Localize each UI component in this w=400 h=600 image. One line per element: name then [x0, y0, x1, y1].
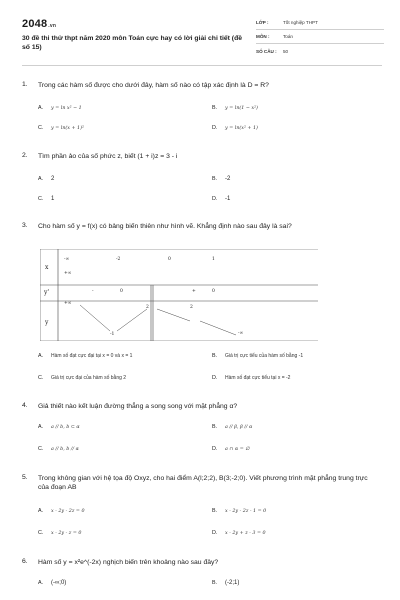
meta-row-count — [256, 44, 384, 58]
option-text: a // b, b // α — [51, 447, 79, 452]
option-text: 1 — [51, 196, 55, 202]
option-text: Hàm số đạt cực đại tại x = 0 và x = 1 — [51, 353, 133, 359]
option-label: A. — [38, 580, 44, 586]
option-a[interactable] — [38, 580, 66, 586]
option-d[interactable] — [212, 196, 230, 202]
option-label: A. — [38, 424, 44, 430]
option-label: D. — [212, 375, 218, 381]
x-value: +∞ — [64, 271, 72, 276]
option-label: C. — [38, 196, 44, 202]
option-text: a // b, b ⊂ α — [51, 425, 80, 430]
question-number: 5. — [22, 474, 28, 481]
option-label: A. — [38, 176, 44, 182]
question-3 — [22, 222, 382, 242]
yprime-value: + — [192, 289, 196, 294]
option-text: 2 — [51, 176, 55, 182]
option-c[interactable] — [38, 446, 79, 452]
yprime-value: 0 — [212, 289, 215, 294]
option-c[interactable] — [38, 125, 84, 131]
option-b[interactable] — [212, 105, 258, 111]
option-b[interactable] — [212, 424, 252, 430]
option-text: a // β, β // α — [225, 425, 253, 430]
question-text: Trong các hàm số được cho dưới đây, hàm số nào có tập xác định là D = R? — [38, 82, 269, 89]
option-label: B. — [212, 353, 218, 359]
question-text: Hàm số y = x²e^(-2x) nghịch biến trên khoảng nào sau đây? — [38, 559, 219, 566]
site-logo[interactable] — [22, 18, 56, 30]
yprime-value: +∞ — [64, 301, 72, 306]
question-number: 4. — [22, 402, 28, 409]
x-value: -2 — [116, 257, 121, 262]
meta-key: SỐ CÂU : — [256, 48, 277, 54]
question-text: Trong không gian với hệ tọa độ Oxyz, cho hai điểm A(l;2;2), B(3;-2;0). Viết phương trình mặt phẳng trung trực của đoạn AB — [38, 475, 368, 491]
option-label: C. — [38, 446, 44, 452]
option-label: C. — [38, 375, 44, 381]
y-value: 2 — [190, 305, 193, 310]
option-label: D. — [212, 196, 218, 202]
option-label: B. — [212, 580, 218, 586]
option-label: A. — [38, 353, 44, 359]
question-2 — [22, 152, 382, 204]
option-a[interactable] — [38, 508, 85, 514]
header-divider — [22, 65, 382, 66]
question-6 — [22, 558, 382, 594]
question-4 — [22, 402, 382, 460]
option-label: C. — [38, 125, 44, 131]
option-text: Giá trị cực tiểu của hàm số bằng -1 — [225, 353, 304, 359]
decrease-arrow-2 — [200, 321, 236, 335]
option-label: B. — [212, 105, 218, 111]
option-label: D. — [212, 446, 218, 452]
question-number: 3. — [22, 222, 28, 229]
yprime-value: - — [92, 289, 94, 294]
option-text: -2 — [225, 176, 231, 182]
logo-suffix: .vn — [48, 23, 57, 29]
meta-row-subject — [256, 30, 384, 44]
option-text: y = ln x² − 1 — [51, 106, 82, 111]
option-text: (-∞;0) — [51, 580, 67, 586]
option-label: B. — [212, 424, 218, 430]
row-label-x: x — [45, 264, 49, 271]
x-value: 0 — [168, 257, 171, 262]
option-text: x - 2y + z - 3 = 0 — [225, 531, 266, 536]
option-d[interactable] — [212, 530, 266, 536]
document-meta — [256, 16, 384, 58]
question-5 — [22, 474, 382, 540]
option-d[interactable] — [212, 375, 290, 381]
option-a[interactable] — [38, 424, 80, 430]
y-value: -1 — [110, 332, 115, 337]
option-c[interactable] — [38, 196, 54, 202]
option-label: D. — [212, 530, 218, 536]
question-number: 1. — [22, 81, 28, 88]
question-number: 6. — [22, 558, 28, 565]
option-label: A. — [38, 105, 44, 111]
option-text: y = ln(x² + 1) — [225, 126, 258, 131]
option-text: x - 2y - 2z = 0 — [51, 509, 85, 514]
question-3-options — [22, 353, 382, 385]
increase-arrow-1 — [117, 309, 147, 331]
option-text: x - 2y - 2z - 1 = 0 — [225, 509, 267, 514]
option-label: B. — [212, 508, 218, 514]
option-text: x - 2y - z = 0 — [51, 531, 82, 536]
variation-table — [40, 249, 318, 341]
meta-value: 50 — [283, 48, 289, 54]
variation-table-grid — [40, 249, 318, 341]
option-b[interactable] — [212, 353, 303, 359]
y-value: -∞ — [238, 331, 244, 336]
option-text: (-2;1) — [225, 580, 240, 586]
option-text: Giá trị cực đại của hàm số bằng 2 — [51, 375, 127, 381]
row-label-y: y — [45, 319, 49, 326]
option-label: A. — [38, 508, 44, 514]
yprime-value: 0 — [120, 289, 123, 294]
x-value: -∞ — [64, 257, 70, 262]
option-c[interactable] — [38, 375, 126, 381]
logo-main: 2048 — [22, 18, 48, 30]
row-label-yprime: y' — [44, 289, 50, 296]
option-label: B. — [212, 176, 218, 182]
question-text: Tìm phần ảo của số phức z, biết (1 + i)z = 3 - i — [38, 153, 178, 160]
option-text: y = ln(x + 1)² — [51, 126, 84, 131]
question-text: Cho hàm số y = f(x) có bảng biến thiên như hình vẽ. Khẳng định nào sau đây là sai? — [38, 223, 292, 230]
option-c[interactable] — [38, 530, 81, 536]
option-text: y = ln(1 − x²) — [225, 106, 258, 111]
x-value: 1 — [212, 257, 215, 262]
increase-arrow-2 — [157, 309, 190, 321]
option-a[interactable] — [38, 176, 54, 182]
option-b[interactable] — [212, 580, 239, 586]
option-text: a ∩ α = ∅ — [225, 447, 250, 452]
question-1 — [22, 81, 382, 137]
option-b[interactable] — [212, 176, 230, 182]
document-title: 30 đề thi thử thpt năm 2020 môn Toán cực hay có lời giải chi tiết (đề số 15) — [22, 35, 243, 51]
option-d[interactable] — [212, 446, 249, 452]
option-label: D. — [212, 125, 218, 131]
question-text: Giả thiết nào kết luận đường thẳng a song song với mặt phẳng α? — [38, 403, 238, 410]
option-text: Hàm số đạt cực tiểu tại x = -2 — [225, 375, 291, 381]
option-a[interactable] — [38, 353, 132, 359]
option-d[interactable] — [212, 125, 258, 131]
meta-row-class — [256, 16, 384, 30]
option-label: C. — [38, 530, 44, 536]
meta-value: Tốt nghiệp THPT — [283, 20, 318, 25]
option-a[interactable] — [38, 105, 82, 111]
option-text: -1 — [225, 196, 231, 202]
y-value: 2 — [146, 305, 149, 310]
meta-key: MÔN : — [256, 34, 270, 39]
question-number: 2. — [22, 152, 28, 159]
meta-key: LỚP : — [256, 20, 269, 25]
option-b[interactable] — [212, 508, 266, 514]
decrease-arrow-1 — [80, 305, 110, 331]
meta-value: Toán — [283, 34, 293, 39]
